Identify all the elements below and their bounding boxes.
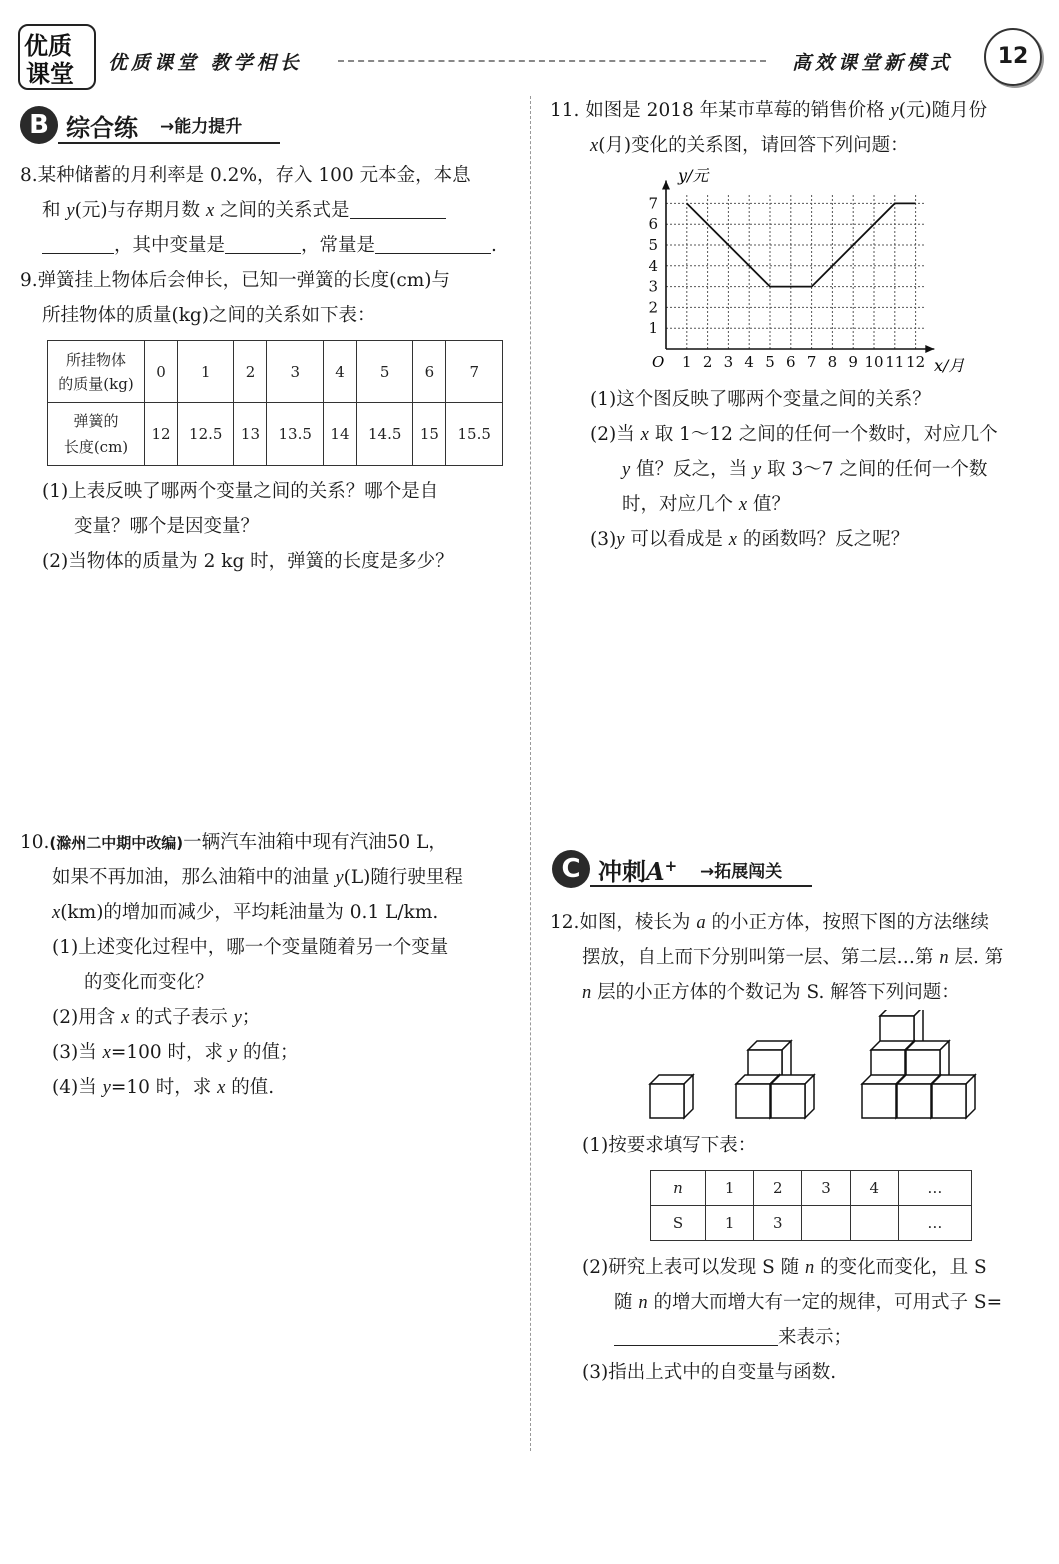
q9-line1: 9.弹簧挂上物体后会伸长，已知一弹簧的长度(cm)与 xyxy=(20,270,450,291)
q9-table xyxy=(47,340,503,466)
q8-blank-relation-b[interactable] xyxy=(42,231,114,254)
q9-mass-cell: 3 xyxy=(267,341,324,403)
q12-blank-formula[interactable] xyxy=(614,1323,778,1346)
chart-y-axis-label: y/元 xyxy=(678,166,709,185)
cube xyxy=(650,1075,693,1118)
q12-line3 xyxy=(582,975,960,1011)
q9-length-cell: 15 xyxy=(413,403,446,466)
x-tick-label: 4 xyxy=(744,353,754,371)
cube-face xyxy=(736,1084,770,1118)
q11-var-y: y xyxy=(752,460,762,480)
section-c-subtitle: →拓展闯关 xyxy=(700,862,783,882)
q10-text: (km)的增加而减少，平均耗油量为 0.1 L/km. xyxy=(60,902,439,923)
header-slogan-right: 高效课堂新模式 xyxy=(792,52,954,74)
q9-length-cell: 13 xyxy=(234,403,267,466)
q10-part2 xyxy=(52,1000,260,1036)
q11-var-x: x xyxy=(738,495,748,515)
section-b-badge: B xyxy=(20,106,58,144)
q11-line2 xyxy=(590,128,909,164)
q9-mass-cell: 1 xyxy=(177,341,234,403)
q9-part1-line1: (1)上表反映了哪两个变量之间的关系？哪个是自 xyxy=(42,481,439,502)
q12-table-cell: 4 xyxy=(850,1171,898,1206)
x-tick-label: 5 xyxy=(765,353,775,371)
q11-line1 xyxy=(550,93,987,129)
q9-mass-cell: 2 xyxy=(234,341,267,403)
q9-header-text: 弹簧的 xyxy=(73,412,119,430)
q11-text: 取 3～7 之间的任何一个数 xyxy=(761,459,988,480)
q10-part3 xyxy=(52,1035,299,1071)
logo-bottom-text: 课堂 xyxy=(26,60,74,88)
q8-line3 xyxy=(42,228,497,263)
q12-part3: (3)指出上式中的自变量与函数. xyxy=(582,1362,837,1383)
q8-var-x: x xyxy=(205,201,215,221)
q10-text: ； xyxy=(241,1007,261,1028)
q10-text: 一辆汽车油箱中现有汽油50 L， xyxy=(183,832,447,853)
q11-text: (元)随月份 xyxy=(898,100,988,121)
q8-text: (元)与存期月数 xyxy=(74,200,206,221)
q11-text: 的函数吗？反之呢？ xyxy=(736,529,910,550)
q12-table-cell: 1 xyxy=(706,1171,754,1206)
q11-var-y: y xyxy=(890,101,899,121)
y-tick-label: 2 xyxy=(648,298,658,317)
q10-var-y: y xyxy=(233,1008,242,1028)
q8-text: ，其中变量是 xyxy=(114,235,226,256)
section-b-subtitle-text: 能力提升 xyxy=(174,117,243,137)
q9-mass-cell: 4 xyxy=(323,341,356,403)
cubes-group xyxy=(650,1010,975,1118)
q11-text: 取 1～12 之间的任何一个数时，对应几个 xyxy=(648,424,998,445)
q9-header-text: 长度(cm) xyxy=(63,438,129,456)
q10-part1-line2: 的变化而变化？ xyxy=(84,972,214,993)
chart-x-axis-label: x/月 xyxy=(934,356,965,375)
price-chart xyxy=(640,165,980,377)
q9-length-cell: 14.5 xyxy=(356,403,413,466)
q9-length-cell: 13.5 xyxy=(267,403,324,466)
q11-text: (2)当 xyxy=(590,424,641,445)
q12-table-cell: 1 xyxy=(706,1206,754,1241)
q11-text: 11. 如图是 2018 年某市草莓的销售价格 xyxy=(550,100,891,121)
x-tick-label: 7 xyxy=(806,353,817,371)
q10-line1 xyxy=(20,825,447,861)
q12-text: 的小正方体，按照下图的方法继续 xyxy=(705,912,989,933)
q9-mass-cell: 5 xyxy=(356,341,413,403)
q12-var-n: n xyxy=(638,1293,648,1313)
q11-part3 xyxy=(590,522,909,558)
q9-mass-cell: 0 xyxy=(145,341,178,403)
q11-text: (月)变化的关系图，请回答下列问题： xyxy=(598,135,909,156)
x-tick-label: 6 xyxy=(786,353,796,371)
q8-text: 之间的关系式是 xyxy=(214,200,350,221)
chart-grid xyxy=(666,193,926,349)
cube-face xyxy=(771,1084,805,1118)
q9-header-length xyxy=(48,403,145,466)
x-tick-label: 10 xyxy=(864,353,884,371)
q10-line2 xyxy=(52,860,463,896)
logo-top-text: 优质 xyxy=(24,32,72,60)
q11-var-x: x xyxy=(728,530,737,550)
q12-table-cell: S xyxy=(651,1206,706,1241)
q12-table-cell: 3 xyxy=(754,1206,802,1241)
q10-text: 的值. xyxy=(225,1077,275,1098)
section-c-title-a: A xyxy=(646,857,665,886)
q10-text: 的式子表示 xyxy=(129,1007,234,1028)
section-c-underline xyxy=(590,885,812,887)
section-b-subtitle: →能力提升 xyxy=(160,117,243,137)
q10-part1-line1: (1)上述变化过程中，哪一个变量随着另一个变量 xyxy=(52,937,449,958)
q11-part2-line3 xyxy=(622,487,790,523)
y-tick-label: 3 xyxy=(648,277,658,296)
q11-var-x: x xyxy=(590,136,599,156)
cube-face xyxy=(862,1084,896,1118)
q9-mass-cell: 6 xyxy=(413,341,446,403)
q8-text: ，常量是 xyxy=(301,235,376,256)
q10-var-x: x xyxy=(121,1008,130,1028)
q12-text: (2)研究上表可以发现 S 随 xyxy=(582,1257,806,1278)
q12-table-blank-s4[interactable] xyxy=(850,1206,898,1241)
q12-text: 摆放，自上而下分别叫第一层、第二层…第 xyxy=(582,947,940,968)
y-axis-arrow xyxy=(662,181,670,190)
cube xyxy=(771,1075,814,1118)
q10-text: (4)当 xyxy=(52,1077,103,1098)
cube-face xyxy=(650,1084,684,1118)
chart-axes xyxy=(662,181,934,353)
section-c-badge: C xyxy=(552,850,590,888)
q9-length-cell: 15.5 xyxy=(446,403,503,466)
chart-ticks xyxy=(648,194,925,371)
q9-header-mass xyxy=(48,341,145,403)
q12-text: 随 xyxy=(614,1292,639,1313)
q10-number: 10. xyxy=(20,832,50,853)
q9-header-text: 所挂物体 xyxy=(65,350,126,369)
column-divider xyxy=(530,96,531,1451)
q11-var-x: x xyxy=(640,425,649,445)
q9-length-cell: 12.5 xyxy=(177,403,234,466)
y-tick-label: 1 xyxy=(648,319,658,338)
q12-table-cell: 2 xyxy=(754,1171,802,1206)
q10-var-x: x xyxy=(52,903,61,923)
q12-var-n: n xyxy=(805,1258,815,1278)
q10-var-y: y xyxy=(102,1078,111,1098)
q12-table xyxy=(650,1170,972,1241)
q12-part2-line1 xyxy=(582,1250,987,1286)
q11-part2-line2 xyxy=(622,452,987,488)
section-c-title-text: 冲刺 xyxy=(598,858,646,886)
q11-part2-line1 xyxy=(590,417,998,453)
q12-line2 xyxy=(582,940,1003,976)
cube-stacks-figure xyxy=(640,1010,980,1124)
y-tick-label: 5 xyxy=(648,236,658,254)
q12-var-n: n xyxy=(939,948,949,968)
q9-mass-cell: 7 xyxy=(446,341,503,403)
q11-text: 值？反之，当 xyxy=(630,459,753,480)
section-b-underline xyxy=(58,142,280,144)
q8-text: . xyxy=(491,235,497,256)
q12-table-blank-s3[interactable] xyxy=(802,1206,850,1241)
y-tick-label: 6 xyxy=(648,215,658,234)
q9-line2: 所挂物体的质量(kg)之间的关系如下表： xyxy=(42,305,376,326)
x-tick-label: 8 xyxy=(827,353,838,371)
q12-part1: (1)按要求填写下表： xyxy=(582,1135,757,1156)
q8-var-y: y xyxy=(66,201,75,221)
q12-table-cell: … xyxy=(898,1206,971,1241)
q8-line1: 8.某种储蓄的月利率是 0.2%，存入 100 元本金，本息 xyxy=(20,165,471,186)
q12-part2-line3 xyxy=(614,1320,852,1355)
q12-text: 层的小正方体的个数记为 S. 解答下列问题： xyxy=(591,982,960,1003)
q10-var-y: y xyxy=(228,1043,238,1063)
page-number: 12 xyxy=(984,28,1042,86)
q10-var-x: x xyxy=(217,1078,226,1098)
q12-text: 的变化而变化，且 S xyxy=(814,1257,987,1278)
q9-length-cell: 12 xyxy=(145,403,178,466)
q10-text: (3)当 xyxy=(52,1042,103,1063)
q12-table-cell: n xyxy=(651,1171,706,1206)
q10-part4 xyxy=(52,1070,274,1106)
cube-face xyxy=(897,1084,931,1118)
header-slogan-left: 优质课堂 教学相长 xyxy=(108,52,303,74)
q9-length-cell: 14 xyxy=(323,403,356,466)
section-b-title: 综合练 xyxy=(66,114,138,142)
q9-part1-line2: 变量？哪个是因变量？ xyxy=(74,516,260,537)
q11-part1: (1)这个图反映了哪两个变量之间的关系？ xyxy=(590,389,931,410)
y-tick-label: 7 xyxy=(648,194,658,213)
price-line xyxy=(687,203,916,286)
q10-text: =100 时，求 xyxy=(110,1042,229,1063)
q10-text: 如果不再加油，那么油箱中的油量 xyxy=(52,867,336,888)
q11-text: 值？ xyxy=(747,494,790,515)
section-c-title xyxy=(598,852,677,887)
q8-blank-relation-a[interactable] xyxy=(350,196,446,219)
q12-table-cell: … xyxy=(898,1171,971,1206)
q10-text: (2)用含 xyxy=(52,1007,122,1028)
q8-text: 和 xyxy=(42,200,67,221)
logo xyxy=(18,24,96,90)
q10-var-y: y xyxy=(335,868,344,888)
q12-text: 的增大而增大有一定的规律，可用式子 S= xyxy=(647,1292,1003,1313)
x-tick-label: 12 xyxy=(906,353,926,371)
q8-blank-variable[interactable] xyxy=(225,231,301,254)
q9-part2: (2)当物体的质量为 2 kg 时，弹簧的长度是多少？ xyxy=(42,551,454,572)
q10-source: (滁州二中期中改编) xyxy=(49,834,184,852)
x-tick-label: 2 xyxy=(702,353,713,371)
x-tick-label: 11 xyxy=(885,353,905,371)
q12-text: 来表示； xyxy=(778,1327,853,1348)
q12-var-n: n xyxy=(582,983,592,1003)
q11-text: 可以看成是 xyxy=(624,529,729,550)
q12-text: 层. 第 xyxy=(948,947,1004,968)
q8-line2 xyxy=(42,193,446,229)
x-tick-label: 3 xyxy=(723,353,734,371)
x-axis-arrow xyxy=(925,345,934,353)
q12-text: 12.如图，棱长为 xyxy=(550,912,697,933)
header-divider xyxy=(338,60,766,62)
q12-var-a: a xyxy=(696,913,706,933)
x-tick-label: 1 xyxy=(682,353,692,371)
chart-origin-label: O xyxy=(652,353,665,371)
cube-face xyxy=(932,1084,966,1118)
q11-text: 时，对应几个 xyxy=(622,494,739,515)
q11-var-y: y xyxy=(616,530,625,550)
q12-line1 xyxy=(550,905,989,941)
q12-part2-line2 xyxy=(614,1285,1002,1321)
q10-var-x: x xyxy=(102,1043,111,1063)
q10-text: (L)随行驶里程 xyxy=(343,867,463,888)
section-c-subtitle-text: 拓展闯关 xyxy=(714,862,783,882)
x-tick-label: 9 xyxy=(848,353,858,371)
y-tick-label: 4 xyxy=(648,256,658,275)
q9-header-text: 的质量(kg) xyxy=(58,374,134,393)
cube xyxy=(932,1075,975,1118)
q8-blank-constant[interactable] xyxy=(375,231,491,254)
q10-text: =10 时，求 xyxy=(110,1077,218,1098)
q11-var-y: y xyxy=(622,460,631,480)
q10-line3 xyxy=(52,895,438,931)
q11-text: (3) xyxy=(590,529,617,550)
q12-table-cell: 3 xyxy=(802,1171,850,1206)
section-c-title-plus: + xyxy=(664,857,678,875)
chart-series xyxy=(687,203,916,286)
q10-text: 的值； xyxy=(237,1042,299,1063)
